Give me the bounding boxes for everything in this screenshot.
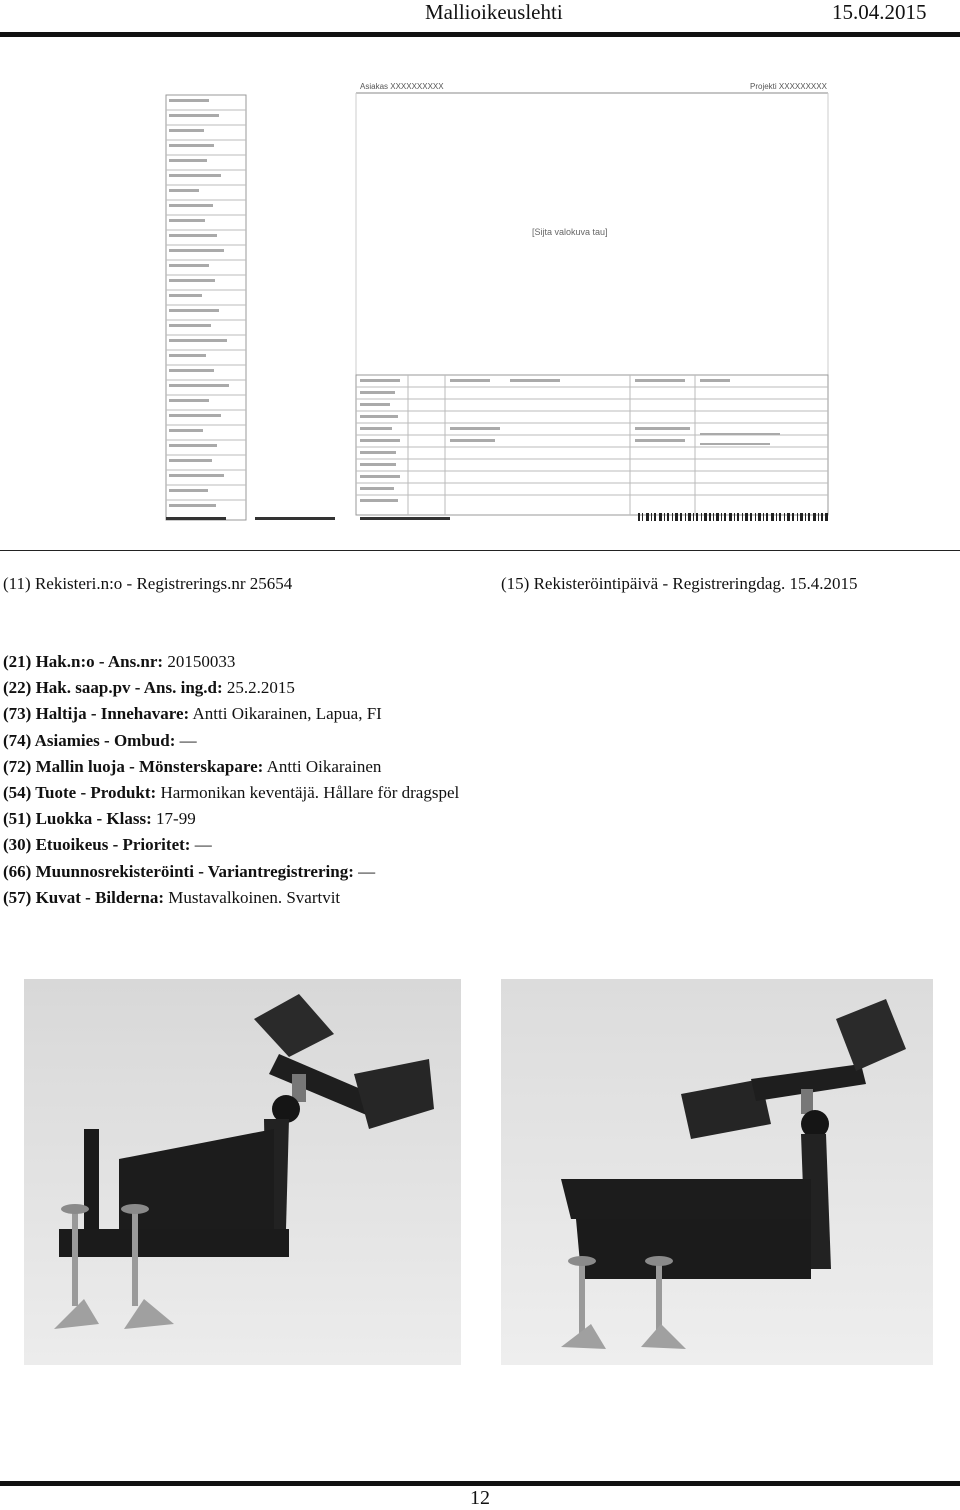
form-right-header: Projekti XXXXXXXXX — [750, 82, 827, 91]
form-scan-image — [160, 75, 830, 525]
field-holder: (73) Haltija - Innehavare: Antti Oikarainen, Lapua, FI — [3, 704, 382, 724]
field-variant-registration: (66) Muunnosrekisteröinti - Variantregistrering: — — [3, 861, 376, 881]
field-product: (54) Tuote - Produkt: Harmonikan keventäjä. Hållare för dragspel — [3, 783, 460, 803]
product-photo-front — [24, 979, 461, 1365]
field-filing-date: (22) Hak. saap.pv - Ans. ing.d: 25.2.2015 — [3, 678, 295, 698]
journal-title: Mallioikeuslehti — [425, 0, 563, 24]
header-rule — [0, 32, 960, 37]
field-class: (51) Luokka - Klass: 17-99 — [3, 809, 196, 829]
field-agent: (74) Asiamies - Ombud: — — [3, 730, 197, 750]
footer-rule — [0, 1481, 960, 1486]
field-images: (57) Kuvat - Bilderna: Mustavalkoinen. Svartvit — [3, 887, 341, 907]
registration-date: (15) Rekisteröintipäivä - Registreringdag. 15.4.2015 — [501, 574, 858, 593]
form-placeholder: [Sijta valokuva tau] — [532, 227, 608, 237]
field-priority: (30) Etuoikeus - Prioritet: — — [3, 835, 212, 855]
field-designer: (72) Mallin luoja - Mönsterskapare: Antti Oikarainen — [3, 756, 382, 776]
issue-date: 15.04.2015 — [832, 0, 927, 24]
form-left-header: Asiakas XXXXXXXXXX — [360, 82, 444, 91]
design-details — [3, 649, 459, 911]
registration-number: (11) Rekisteri.n:o - Registrerings.nr 25654 — [3, 574, 293, 593]
page-number: 12 — [470, 1487, 490, 1509]
product-photo-side — [501, 979, 933, 1365]
section-divider — [0, 550, 960, 551]
field-application-number: (21) Hak.n:o - Ans.nr: 20150033 — [3, 652, 236, 671]
